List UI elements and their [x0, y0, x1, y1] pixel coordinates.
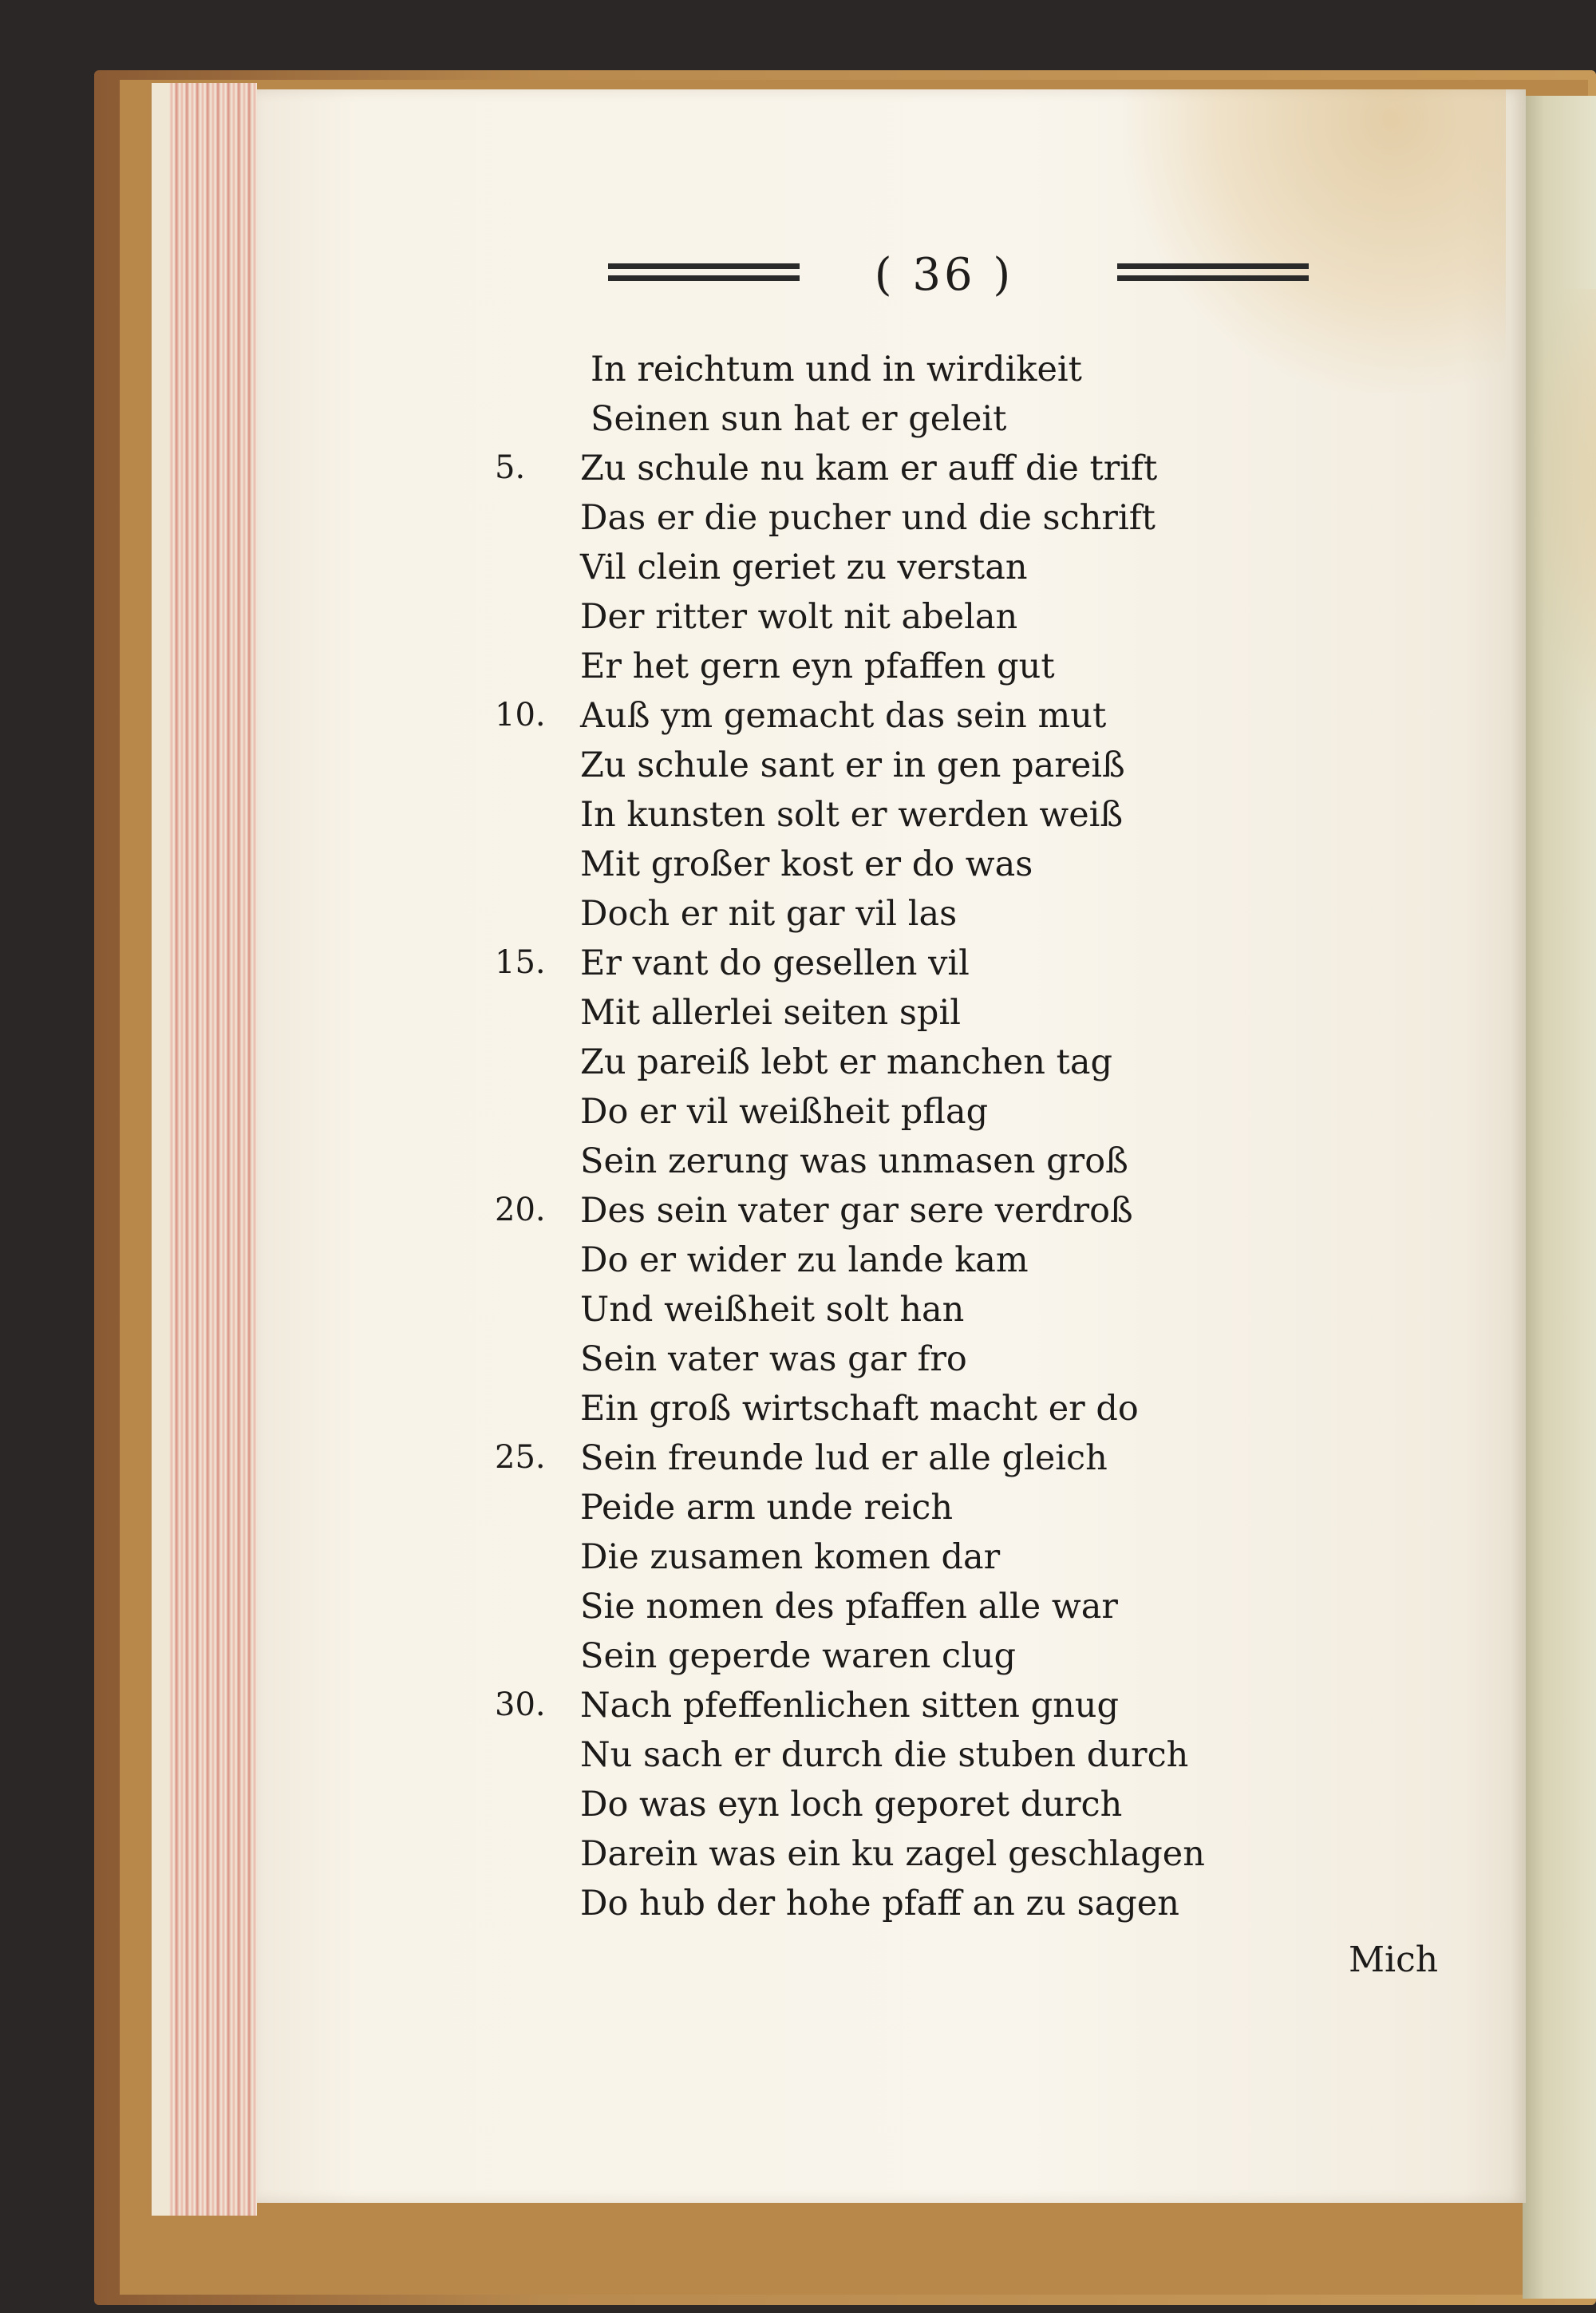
verse-number: 15.: [495, 944, 546, 981]
verse-line: [257, 844, 1526, 897]
verse-line: [257, 1141, 1526, 1194]
verse-line: [257, 1834, 1526, 1887]
verse-line: [257, 350, 1526, 402]
verse-text: Sein geperde waren clug: [580, 1636, 1017, 1676]
verse-text: Do was eyn loch geporet durch: [580, 1785, 1123, 1825]
verse-line: [257, 1537, 1526, 1590]
verse-text: Er vant do gesellen vil: [580, 943, 970, 983]
verse-line: [257, 1587, 1526, 1639]
verse-line: [257, 1042, 1526, 1095]
verse-number: 10.: [495, 697, 546, 733]
verse-line: [257, 993, 1526, 1046]
verse-text: Peide arm unde reich: [580, 1488, 954, 1528]
verse-line: [257, 1389, 1526, 1441]
verse-number: 20.: [495, 1192, 546, 1228]
verse-line: [257, 943, 1526, 996]
verse-text: In kunsten solt er werden weiß: [580, 795, 1124, 835]
verse-line: [257, 1785, 1526, 1837]
verse-text: Sein zerung was unmasen groß: [580, 1141, 1128, 1181]
verse-text: Zu pareiß lebt er manchen tag: [580, 1042, 1113, 1082]
verse-line: [257, 449, 1526, 501]
verse-line: [257, 1636, 1526, 1689]
verse-text: Und weißheit solt han: [580, 1290, 965, 1330]
verse-text: Seinen sun hat er geleit: [591, 399, 1007, 439]
verse-line: [257, 894, 1526, 947]
verse-line: [257, 1735, 1526, 1788]
verse-line: [257, 1686, 1526, 1738]
verse-line: [257, 597, 1526, 650]
verse-text: Do hub der hohe pfaff an zu sagen: [580, 1884, 1179, 1924]
verse-text: Do er wider zu lande kam: [580, 1240, 1029, 1280]
verse-text: Das er die pucher und die schrift: [580, 498, 1156, 538]
verse-text: Er het gern eyn pfaffen gut: [580, 646, 1055, 686]
verse-text: Die zusamen komen dar: [580, 1537, 1001, 1577]
verse-line: [257, 795, 1526, 848]
verse-text: Vil clein geriet zu verstan: [580, 548, 1028, 587]
verse-text: Der ritter wolt nit abelan: [580, 597, 1018, 637]
page-number: ( 36 ): [874, 249, 1014, 301]
catchword: Mich: [1349, 1939, 1439, 1980]
verse-line: [257, 696, 1526, 749]
verse-line: [257, 548, 1526, 600]
verse-text: Sie nomen des pfaffen alle war: [580, 1587, 1118, 1627]
verse-line: [257, 1240, 1526, 1293]
verse-text: Auß ym gemacht das sein mut: [580, 696, 1107, 736]
verse-text: Sein freunde lud er alle gleich: [580, 1438, 1108, 1478]
verse-text: Darein was ein ku zagel geschlagen: [580, 1834, 1205, 1874]
verse-line: [257, 1438, 1526, 1491]
verse-line: [257, 498, 1526, 551]
verse-text: Mit großer kost er do was: [580, 844, 1033, 884]
verse-text: Nach pfeffenlichen sitten gnug: [580, 1686, 1120, 1726]
verse-line: [257, 1290, 1526, 1342]
verse-line: [257, 1488, 1526, 1540]
verse-line: [257, 745, 1526, 798]
verse-text: Ein groß wirtschaft macht er do: [580, 1389, 1139, 1429]
verse-line: [257, 399, 1526, 452]
page-block-edges: [169, 83, 257, 2216]
verse-line: [257, 1092, 1526, 1145]
verse-line: [257, 1339, 1526, 1392]
verse-text: Nu sach er durch die stuben durch: [580, 1735, 1189, 1775]
verse-text: Do er vil weißheit pflag: [580, 1092, 989, 1132]
facing-page: [1523, 96, 1596, 2299]
verse-text: Zu schule nu kam er auff die trift: [580, 449, 1158, 488]
verse-number: 25.: [495, 1439, 546, 1476]
verse-list: [257, 89, 1526, 2203]
verse-text: Mit allerlei seiten spil: [580, 993, 961, 1033]
verse-text: In reichtum und in wirdikeit: [591, 350, 1082, 389]
book-page: [257, 89, 1526, 2203]
verse-text: Sein vater was gar fro: [580, 1339, 967, 1379]
verse-text: Zu schule sant er in gen pareiß: [580, 745, 1125, 785]
verse-number: 30.: [495, 1686, 546, 1723]
verse-line: [257, 646, 1526, 699]
verse-line: [257, 1884, 1526, 1936]
verse-number: 5.: [495, 449, 526, 486]
verse-text: Des sein vater gar sere verdroß: [580, 1191, 1133, 1231]
verse-text: Doch er nit gar vil las: [580, 894, 958, 934]
verse-line: [257, 1191, 1526, 1243]
